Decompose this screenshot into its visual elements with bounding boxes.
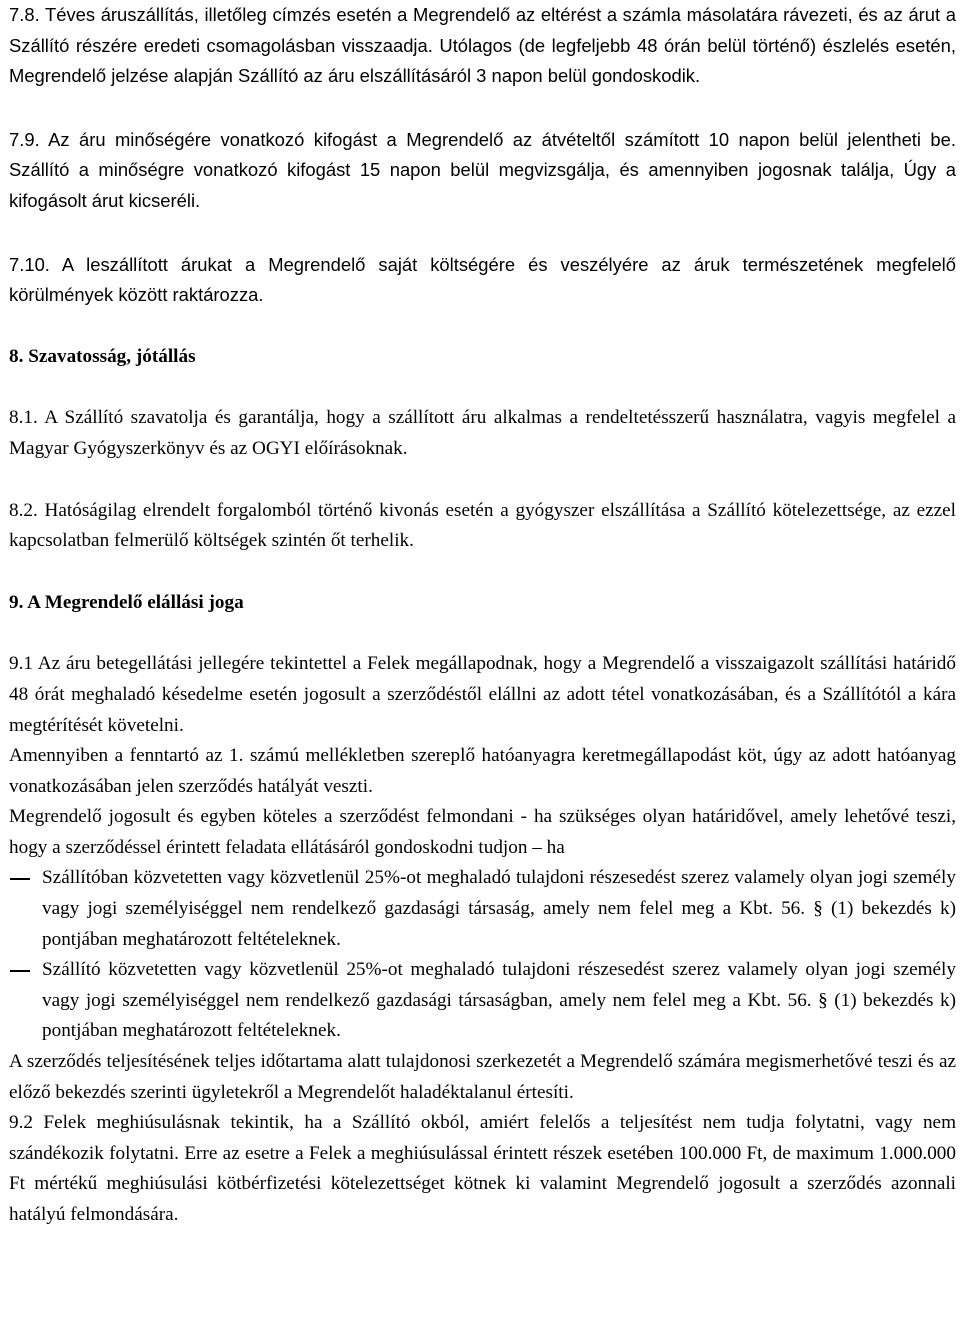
section-heading-8: 8. Szavatosság, jótállás [9, 345, 196, 367]
list-item-text: Szállító közvetetten vagy közvetlenül 25%-ot meghaladó tulajdoni részesedést szerez valamely olyan jogi személy vagy jogi személyiséggel nem rendelkező gazdasági társaságban, amely nem felel meg a Kbt. 56. § (1) bekezdés k) pontjában meghatározott feltételeknek. [42, 959, 956, 1042]
document-page [9, 0, 956, 1231]
paragraph-9-2: 9.2 Felek meghiúsulásnak tekintik, ha a Szállító okból, amiért felelős a teljesítést nem tudja folytatni, vagy nem szándékozik folytatni. Erre az esetre a Felek a meghiúsulással érintett részek esetében 100.000 Ft, de maximum 1.000.000 Ft mértékű meghiúsulási kötbérfizetési kötelezettséget kötnek ki valamint Megrendelő jogosult a szerződés azonnali hatályú felmondására. [9, 1112, 956, 1225]
list-item [9, 955, 956, 1047]
paragraph-7-9: 7.9. Az áru minőségére vonatkozó kifogást a Megrendelő az átvételtől számított 10 napon belül jelentheti be. Szállító a minőségre vonatkozó kifogást 15 napon belül megvizsgálja, és amennyiben jogosnak találja, Úgy a kifogásolt árut kicseréli. [9, 128, 956, 211]
paragraph-9-1-ownership: A szerződés teljesítésének teljes időtartama alatt tulajdonosi szerkezetét a Megrendelő számára megismerhetővé teszi és az előző bekezdés szerinti ügyletekről a Megrendelőt haladéktalanul értesíti. [9, 1051, 956, 1103]
list-item-text: Szállítóban közvetetten vagy közvetlenül 25%-ot meghaladó tulajdoni részesedést szerez valamely olyan jogi személy vagy jogi személyiséggel nem rendelkező gazdasági társaság, amely nem felel meg a Kbt. 56. § (1) bekezdés k) pontjában meghatározott feltételeknek. [42, 867, 956, 950]
paragraph-7-8: 7.8. Téves áruszállítás, illetőleg címzés esetén a Megrendelő az eltérést a számla másolatára rávezeti, és az árut a Szállító részére eredeti csomagolásban visszaadja. Utólagos (de legfeljebb 48 órán belül történő) észlelés esetén, Megrendelő jelzése alapján Szállító az áru elszállításáról 3 napon belül gondoskodik. [9, 4, 956, 87]
paragraph-8-2: 8.2. Hatóságilag elrendelt forgalomból történő kivonás esetén a gyógyszer elszállítása a Szállító kötelezettsége, az ezzel kapcsolatban felmerülő költségek szintén őt terhelik. [9, 499, 956, 552]
paragraph-9-1-termination: Megrendelő jogosult és egyben köteles a szerződést felmondani - ha szükséges olyan határidővel, amely lehetővé teszi, hogy a szerződéssel érintett feladata ellátásáról gondoskodni tudjon – ha [9, 806, 956, 858]
paragraph-9-1-framework: Amennyiben a fenntartó az 1. számú mellékletben szereplő hatóanyagra keretmegállapodást köt, úgy az adott hatóanyag vonatkozásában jelen szerződés hatályát veszti. [9, 745, 956, 797]
dash-bullet-icon [9, 863, 42, 955]
dash-bullet-icon [9, 955, 42, 1047]
paragraph-7-10: 7.10. A leszállított árukat a Megrendelő saját költségére és veszélyére az áruk természetének megfelelő körülmények között raktározza. [9, 253, 956, 306]
paragraph-8-1: 8.1. A Szállító szavatolja és garantálja, hogy a szállított áru alkalmas a rendeltetésszerű használatra, vagyis megfelel a Magyar Gyógyszerkönyv és az OGYI előírásoknak. [9, 407, 956, 459]
list-item [9, 863, 956, 955]
paragraph-9-1: 9.1 Az áru betegellátási jellegére tekintettel a Felek megállapodnak, hogy a Megrendelő a visszaigazolt szállítási határidő 48 órát meghaladó késedelme esetén jogosult a szerződéstől elállni az adott tétel vonatkozásában, és a Szállítótól a kára megtérítését követelni. [9, 653, 956, 736]
section-heading-9: 9. A Megrendelő elállási joga [9, 591, 244, 613]
